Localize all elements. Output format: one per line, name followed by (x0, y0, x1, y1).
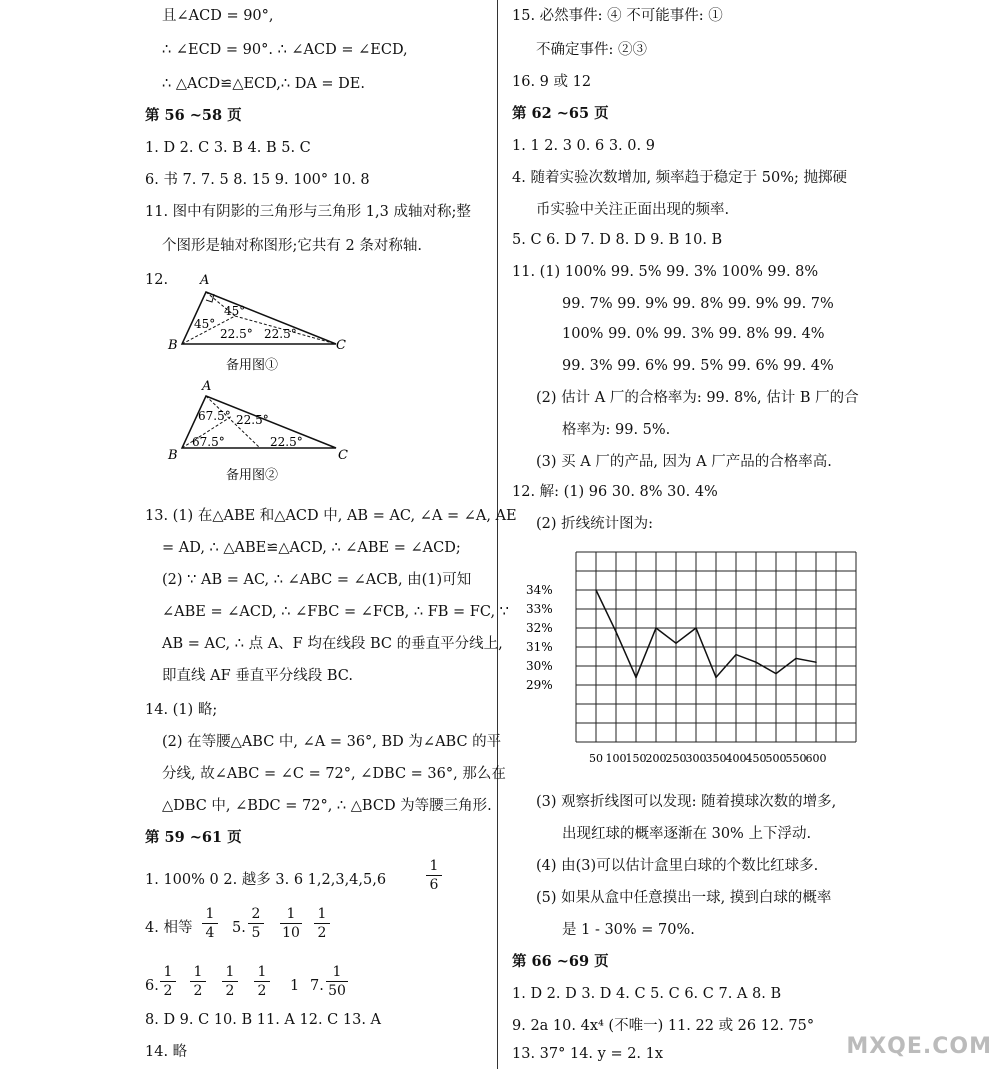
question-number-12: 12. (145, 272, 169, 288)
vertex-label-b: B (168, 448, 178, 463)
denominator: 2 (257, 983, 267, 999)
angle-label: 45° (194, 317, 216, 331)
x-tick-label: 450 (745, 752, 767, 765)
answer-line: 100% 99. 0% 99. 3% 99. 8% 99. 4% (562, 326, 825, 342)
section-heading-59-61: 第 59 ~61 页 (145, 829, 242, 846)
fraction (202, 906, 218, 941)
angle-label: 67.5° (198, 409, 231, 423)
triangle-figure-1 (160, 268, 360, 378)
x-tick-label: 250 (665, 752, 687, 765)
answer-line: 7. (310, 978, 324, 994)
answer-line: = AD, ∴ △ABE≌△ACD, ∴ ∠ABE = ∠ACD; (162, 540, 461, 556)
numerator: 1 (332, 964, 342, 980)
column-divider (497, 0, 498, 1069)
y-tick-label: 32% (526, 621, 553, 635)
answer-line: 13. 37° 14. y = 2. 1x (512, 1046, 664, 1062)
angle-label: 22.5° (270, 435, 303, 449)
numerator: 1 (193, 964, 203, 980)
denominator: 5 (251, 925, 261, 941)
fraction (190, 964, 206, 999)
numerator: 1 (429, 858, 439, 874)
angle-label: 67.5° (192, 435, 225, 449)
numerator: 2 (251, 906, 261, 922)
x-tick-label: 550 (785, 752, 807, 765)
answer-line: (3) 观察折线图可以发现: 随着摸球次数的增多, (536, 794, 837, 810)
answer-value: 1 (290, 978, 300, 994)
fraction (426, 858, 442, 893)
answer-line: ∠ABE = ∠ACD, ∴ ∠FBC = ∠FCB, ∴ FB = FC, ∵ (162, 604, 509, 620)
x-tick-label: 100 (605, 752, 627, 765)
numerator: 1 (257, 964, 267, 980)
answer-line: 1. D 2. C 3. B 4. B 5. C (145, 140, 311, 156)
denominator: 6 (429, 877, 439, 893)
answer-line: 个图形是轴对称图形;它共有 2 条对称轴. (162, 238, 422, 254)
answer-line: 4. 随着实验次数增加, 频率趋于稳定于 50%; 抛掷硬 (512, 170, 847, 186)
fraction (248, 906, 264, 941)
vertex-label-c: C (338, 448, 348, 463)
data-point (775, 673, 777, 675)
x-tick-label: 500 (765, 752, 787, 765)
denominator: 50 (328, 983, 346, 999)
answer-line: (2) 估计 A 厂的合格率为: 99. 8%, 估计 B 厂的合 (536, 390, 859, 406)
denominator: 10 (282, 925, 300, 941)
vertex-label-a: A (200, 273, 210, 288)
answer-line: 币实验中关注正面出现的频率. (536, 202, 730, 218)
x-tick-label: 200 (645, 752, 667, 765)
answer-line: (2) 折线统计图为: (536, 516, 654, 532)
data-point (815, 661, 817, 663)
line-chart (526, 546, 871, 766)
answer-line: 9. 2a 10. 4x⁴ (不唯一) 11. 22 或 26 12. 75° (512, 1018, 815, 1034)
answer-line: 8. D 9. C 10. B 11. A 12. C 13. A (145, 1012, 382, 1028)
data-series-line (596, 590, 816, 677)
proof-line-2: ∴ ∠ECD = 90°. ∴ ∠ACD = ∠ECD, (162, 42, 408, 58)
answer-line: 99. 3% 99. 6% 99. 5% 99. 6% 99. 4% (562, 358, 834, 374)
fraction (254, 964, 270, 999)
data-point (735, 654, 737, 656)
data-point (795, 658, 797, 660)
figure-caption-2: 备用图② (226, 468, 279, 483)
answer-line: 1. D 2. D 3. D 4. C 5. C 6. C 7. A 8. B (512, 986, 782, 1002)
y-tick-label: 29% (526, 678, 553, 692)
answer-line: (2) ∵ AB = AC, ∴ ∠ABC = ∠ACB, 由(1)可知 (162, 572, 472, 588)
answer-line: 5. C 6. D 7. D 8. D 9. B 10. B (512, 232, 723, 248)
fraction (222, 964, 238, 999)
angle-label: 45° (224, 304, 246, 318)
fraction (314, 906, 330, 941)
data-point (595, 589, 597, 591)
x-tick-label: 50 (589, 752, 603, 765)
answer-line: AB = AC, ∴ 点 A、F 均在线段 BC 的垂直平分线上, (162, 636, 503, 652)
answer-line: 99. 7% 99. 9% 99. 8% 99. 9% 99. 7% (562, 296, 834, 312)
angle-label: 22.5° (236, 413, 269, 427)
y-tick-label: 34% (526, 583, 553, 597)
answer-line: (3) 买 A 厂的产品, 因为 A 厂产品的合格率高. (536, 454, 832, 470)
answer-line: 14. 略 (145, 1044, 188, 1060)
figure-caption-1: 备用图① (226, 358, 279, 373)
section-heading-66-69: 第 66 ~69 页 (512, 953, 609, 970)
angle-label: 22.5° (220, 327, 253, 341)
answer-line: 12. 解: (1) 96 30. 8% 30. 4% (512, 484, 718, 500)
numerator: 1 (286, 906, 296, 922)
answer-line: 16. 9 或 12 (512, 74, 592, 90)
fraction (280, 906, 302, 941)
answer-line: 11. (1) 100% 99. 5% 99. 3% 100% 99. 8% (512, 264, 819, 280)
answer-line: 即直线 AF 垂直平分线段 BC. (162, 668, 353, 684)
numerator: 1 (317, 906, 327, 922)
data-point (675, 642, 677, 644)
answer-line: 5. (232, 920, 246, 936)
numerator: 1 (163, 964, 173, 980)
answer-line: 11. 图中有阴影的三角形与三角形 1,3 成轴对称;整 (145, 204, 471, 220)
answer-line: 4. 相等 (145, 920, 193, 936)
watermark: MXQE.COM (846, 1034, 992, 1059)
denominator: 4 (205, 925, 215, 941)
vertex-label-b: B (168, 338, 178, 353)
numerator: 1 (205, 906, 215, 922)
x-tick-label: 350 (705, 752, 727, 765)
answer-line: 1. 100% 0 2. 越多 3. 6 1,2,3,4,5,6 (145, 872, 387, 888)
denominator: 2 (225, 983, 235, 999)
answer-line: (2) 在等腰△ABC 中, ∠A = 36°, BD 为∠ABC 的平 (162, 734, 502, 750)
answer-line: 6. 书 7. 7. 5 8. 15 9. 100° 10. 8 (145, 172, 370, 188)
answer-line: 出现红球的概率逐渐在 30% 上下浮动. (562, 826, 812, 842)
proof-line-1: 且∠ACD = 90°, (162, 8, 274, 24)
fraction (326, 964, 348, 999)
y-tick-label: 30% (526, 659, 553, 673)
data-point (615, 631, 617, 633)
x-tick-label: 150 (625, 752, 647, 765)
vertex-label-a: A (202, 380, 212, 394)
answer-line: 不确定事件: ②③ (536, 42, 647, 58)
answer-line: 是 1 - 30% = 70%. (562, 922, 695, 938)
numerator: 1 (225, 964, 235, 980)
answer-line: 13. (1) 在△ABE 和△ACD 中, AB = AC, ∠A = ∠A, AE (145, 508, 517, 524)
answer-line: 格率为: 99. 5%. (562, 422, 671, 438)
answer-line: (4) 由(3)可以估计盒里白球的个数比红球多. (536, 858, 819, 874)
angle-label: 22.5° (264, 327, 297, 341)
section-heading-56-58: 第 56 ~58 页 (145, 107, 242, 124)
section-heading-62-65: 第 62 ~65 页 (512, 105, 609, 122)
answer-line: 15. 必然事件: ④ 不可能事件: ① (512, 8, 723, 24)
data-point (695, 627, 697, 629)
answer-line: 分线, 故∠ABC = ∠C = 72°, ∠DBC = 36°, 那么在 (162, 766, 506, 782)
y-tick-label: 31% (526, 640, 553, 654)
vertex-label-c: C (336, 338, 346, 353)
denominator: 2 (193, 983, 203, 999)
answer-line: (5) 如果从盒中任意摸出一球, 摸到白球的概率 (536, 890, 832, 906)
data-point (755, 661, 757, 663)
fraction (160, 964, 176, 999)
triangle-figure-2 (160, 380, 360, 490)
answer-line: 6. (145, 978, 159, 994)
data-point (655, 627, 657, 629)
data-point (715, 677, 717, 679)
denominator: 2 (317, 925, 327, 941)
data-point (635, 677, 637, 679)
answer-line: 14. (1) 略; (145, 702, 218, 718)
answer-line: △DBC 中, ∠BDC = 72°, ∴ △BCD 为等腰三角形. (162, 798, 492, 814)
denominator: 2 (163, 983, 173, 999)
x-tick-label: 300 (685, 752, 707, 765)
x-tick-label: 400 (725, 752, 747, 765)
x-tick-label: 600 (805, 752, 827, 765)
y-tick-label: 33% (526, 602, 553, 616)
proof-line-3: ∴ △ACD≌△ECD,∴ DA = DE. (162, 76, 365, 92)
answer-line: 1. 1 2. 3 0. 6 3. 0. 9 (512, 138, 655, 154)
